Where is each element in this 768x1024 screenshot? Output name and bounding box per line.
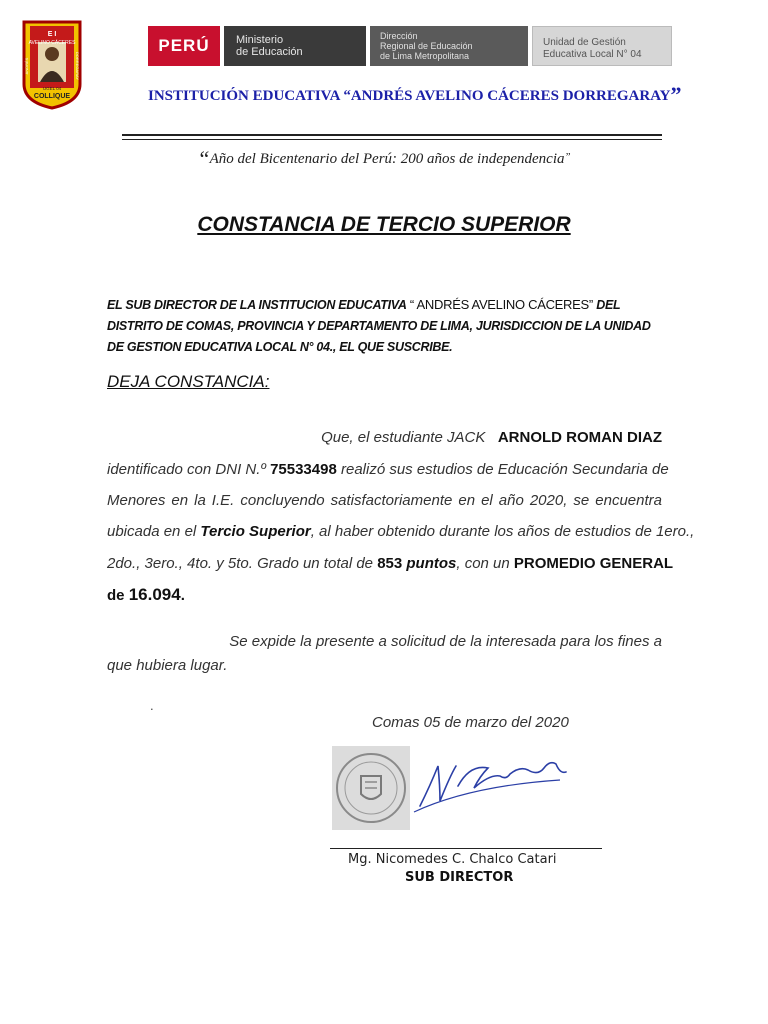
dre-label bbox=[370, 26, 528, 66]
body-l4a: ubicada en el bbox=[107, 523, 201, 540]
body-l1a: Que, el estudiante JACK bbox=[321, 429, 486, 446]
handwritten-signature bbox=[410, 746, 570, 816]
svg-text:ANDRÉS: ANDRÉS bbox=[24, 57, 29, 75]
intro-line-2: DISTRITO DE COMAS, PROVINCIA Y DEPARTAMENTO DE LIMA, JURISDICCION DE LA UNIDAD bbox=[107, 319, 651, 333]
body-line-1 bbox=[107, 429, 662, 446]
deja-constancia-heading: DEJA CONSTANCIA: bbox=[107, 372, 270, 391]
svg-text:AVELINO CÁCERES: AVELINO CÁCERES bbox=[28, 40, 76, 46]
body-l6a: de bbox=[107, 587, 129, 604]
motto-open-quote: “ bbox=[197, 146, 210, 171]
official-seal-stamp bbox=[332, 746, 410, 830]
tercio-superior: Tercio Superior bbox=[200, 523, 311, 540]
dre-line-3: de Lima Metropolitana bbox=[380, 51, 470, 61]
puntos-word: puntos bbox=[402, 555, 457, 572]
ugel-line-1: Unidad de Gestión bbox=[543, 37, 626, 48]
header-rule bbox=[122, 134, 662, 136]
body-l6b: . bbox=[180, 587, 185, 604]
student-name: ARNOLD ROMAN DIAZ bbox=[497, 429, 662, 446]
body-l2b: realizó sus estudios de Educación Secundaria de bbox=[336, 461, 669, 478]
body-l4b: , al haber obtenido durante los años de estudios de 1ero., bbox=[310, 523, 695, 540]
body-line-2 bbox=[107, 461, 669, 478]
body-l2a: identificado con DNI N.º bbox=[107, 461, 271, 478]
ministerio-line-2: de Educación bbox=[236, 46, 303, 58]
svg-text:COLLIQUE: COLLIQUE bbox=[33, 93, 71, 100]
puntos-number: 853 bbox=[377, 555, 403, 572]
body-l5a: 2do., 3ero., 4to. y 5to. Grado un total de bbox=[107, 555, 378, 572]
svg-text:UGEL 04: UGEL 04 bbox=[42, 86, 62, 91]
intro-part-1: EL SUB DIRECTOR DE LA INSTITUCION EDUCATIVA bbox=[107, 298, 407, 312]
svg-text:E I: E I bbox=[47, 31, 57, 38]
closing-line-1: Se expide la presente a solicitud de la interesada para los fines a bbox=[229, 633, 662, 650]
school-crest-logo bbox=[20, 18, 84, 110]
dni-number: 75533498 bbox=[270, 461, 337, 478]
body-l5b: , con un bbox=[456, 555, 514, 572]
dre-line-1: Dirección bbox=[380, 31, 418, 41]
ministerio-line-1: Ministerio bbox=[236, 34, 284, 46]
peru-label: PERÚ bbox=[148, 26, 220, 66]
header-rule-thin bbox=[122, 139, 662, 140]
ugel-line-2: Educativa Local N° 04 bbox=[543, 49, 642, 60]
promedio-label: PROMEDIO GENERAL bbox=[513, 555, 674, 572]
ministry-banner bbox=[148, 26, 676, 66]
ugel-label bbox=[532, 26, 672, 66]
promedio-value: 16.094 bbox=[128, 585, 181, 604]
closing-line-2: que hubiera lugar. bbox=[107, 657, 228, 674]
school-title bbox=[148, 82, 708, 108]
year-motto bbox=[0, 146, 768, 172]
body-line-6 bbox=[107, 585, 662, 605]
issue-date: Comas 05 de marzo del 2020 bbox=[372, 714, 569, 731]
motto-close-quote: ” bbox=[564, 151, 571, 163]
signer-name: Mg. Nicomedes C. Chalco Catari bbox=[348, 852, 557, 867]
intro-school: “ ANDRÉS AVELINO CÁCERES” bbox=[406, 297, 597, 312]
intro-line-3: DE GESTION EDUCATIVA LOCAL N° 04., EL QUE SUSCRIBE. bbox=[107, 340, 453, 354]
stray-dot: . bbox=[150, 698, 154, 713]
signature-line bbox=[330, 848, 602, 849]
intro-part-2: DEL bbox=[596, 298, 621, 312]
dre-line-2: Regional de Educación bbox=[380, 41, 473, 51]
body-line-5 bbox=[107, 555, 674, 572]
signer-role: SUB DIRECTOR bbox=[405, 870, 514, 885]
ministerio-label bbox=[224, 26, 366, 66]
school-title-text: INSTITUCIÓN EDUCATIVA “ANDRÉS AVELINO CÁCERES DORREGARAY bbox=[148, 88, 671, 104]
school-title-close-quote: ” bbox=[670, 82, 682, 107]
intro-paragraph bbox=[107, 294, 663, 358]
intro-line-1 bbox=[107, 294, 663, 316]
motto-text: Año del Bicentenario del Perú: 200 años de independencia bbox=[209, 151, 565, 167]
body-line-3: Menores en la I.E. concluyendo satisfactoriamente en el año 2020, se encuentra bbox=[107, 492, 662, 509]
document-title: CONSTANCIA DE TERCIO SUPERIOR bbox=[197, 213, 571, 236]
body-line-4 bbox=[107, 523, 695, 540]
svg-text:DORREGARAY: DORREGARAY bbox=[75, 51, 80, 81]
